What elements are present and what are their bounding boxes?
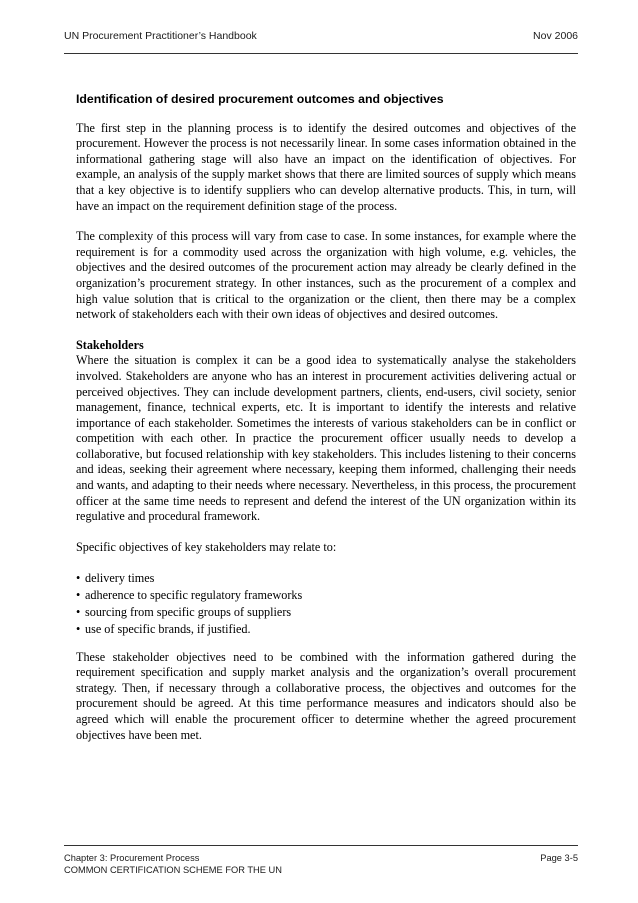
bullet-icon: • <box>76 571 81 586</box>
footer-chapter: Chapter 3: Procurement Process <box>64 853 200 863</box>
stakeholders-heading: Stakeholders <box>76 337 144 352</box>
list-intro: Specific objectives of key stakeholders may relate to: <box>76 539 337 554</box>
closing-paragraph: These stakeholder objectives need to be combined with the information gathered during the requirement specification and supply market analysis and the organization’s overall procurement strategy. Then, if necessary through a collaborative process, the objectives and outcomes for the procurement should be agreed. At this time performance measures and indicators should also be agreed which will enable the procurement officer to determine whether the agreed procurement objectives have been met. <box>76 649 576 742</box>
handbook-title: UN Procurement Practitioner’s Handbook <box>64 30 257 42</box>
objectives-list <box>76 570 576 637</box>
bullet-icon: • <box>76 605 81 620</box>
bullet-icon: • <box>76 621 81 636</box>
stakeholders-paragraph: Where the situation is complex it can be a good idea to systematically analyse the stakeholders involved. Stakeholders are anyone who has an interest in procurement activities delivering actual or perceived objectives. They can include development partners, clients, end-users, civil society, senior management, finance, technical experts, etc. It is important to identify the interests and relative importance of each stakeholder. Sometimes the interests of various stakeholders can be in conflict or competition with each other. In practice the procurement officer usually needs to develop a collaborative, but focused relationship with key stakeholders. This includes listening to their concerns and ideas, seeking their agreement where necessary, keeping them informed, challenging their needs and wants, and adapting to their needs where necessary. Nevertheless, in this process, the procurement officer at the same time needs to represent and defend the interest of the UN organization within its regulative and procedural framework. <box>76 353 576 524</box>
header-date: Nov 2006 <box>533 30 578 42</box>
stakeholders-section <box>76 338 576 525</box>
footer-divider <box>64 845 578 846</box>
page-number: Page 3-5 <box>540 853 578 863</box>
section-title: Identification of desired procurement outcomes and objectives <box>76 92 444 106</box>
intro-paragraph-2: The complexity of this process will vary from case to case. In some instances, for example where the requirement is for a commodity used across the organization with high volume, e.g. vehicles, the objectives and the desired outcomes of the procurement action may already be clearly defined in the organization’s procurement strategy. In other instances, such as the procurement of a complex and high value solution that is critical to the organization or the client, then there may be a complex network of stakeholders each with their own ideas of objectives and desired outcomes. <box>76 229 576 322</box>
list-item: • sourcing from specific groups of suppliers <box>76 605 292 620</box>
page-body <box>76 92 576 758</box>
page-footer <box>64 852 578 876</box>
list-item: • delivery times <box>76 571 155 586</box>
page-header <box>64 30 578 46</box>
intro-paragraph-1: The first step in the planning process is to identify the desired outcomes and objectives of the procurement. However the process is not necessarily linear. In some cases information obtained in the informational gathering stage will also have an impact on the identification of objectives. For example, an analysis of the supply market shows that there are limited sources of supply which means that a key objective is to identify suppliers who can develop alternative products. This, in turn, will have an impact on the requirement definition stage of the process. <box>76 120 576 213</box>
list-item: • adherence to specific regulatory frameworks <box>76 588 303 603</box>
bullet-icon: • <box>76 588 81 603</box>
header-divider <box>64 53 578 54</box>
footer-scheme: COMMON CERTIFICATION SCHEME FOR THE UN <box>64 865 282 875</box>
list-item: • use of specific brands, if justified. <box>76 621 251 636</box>
